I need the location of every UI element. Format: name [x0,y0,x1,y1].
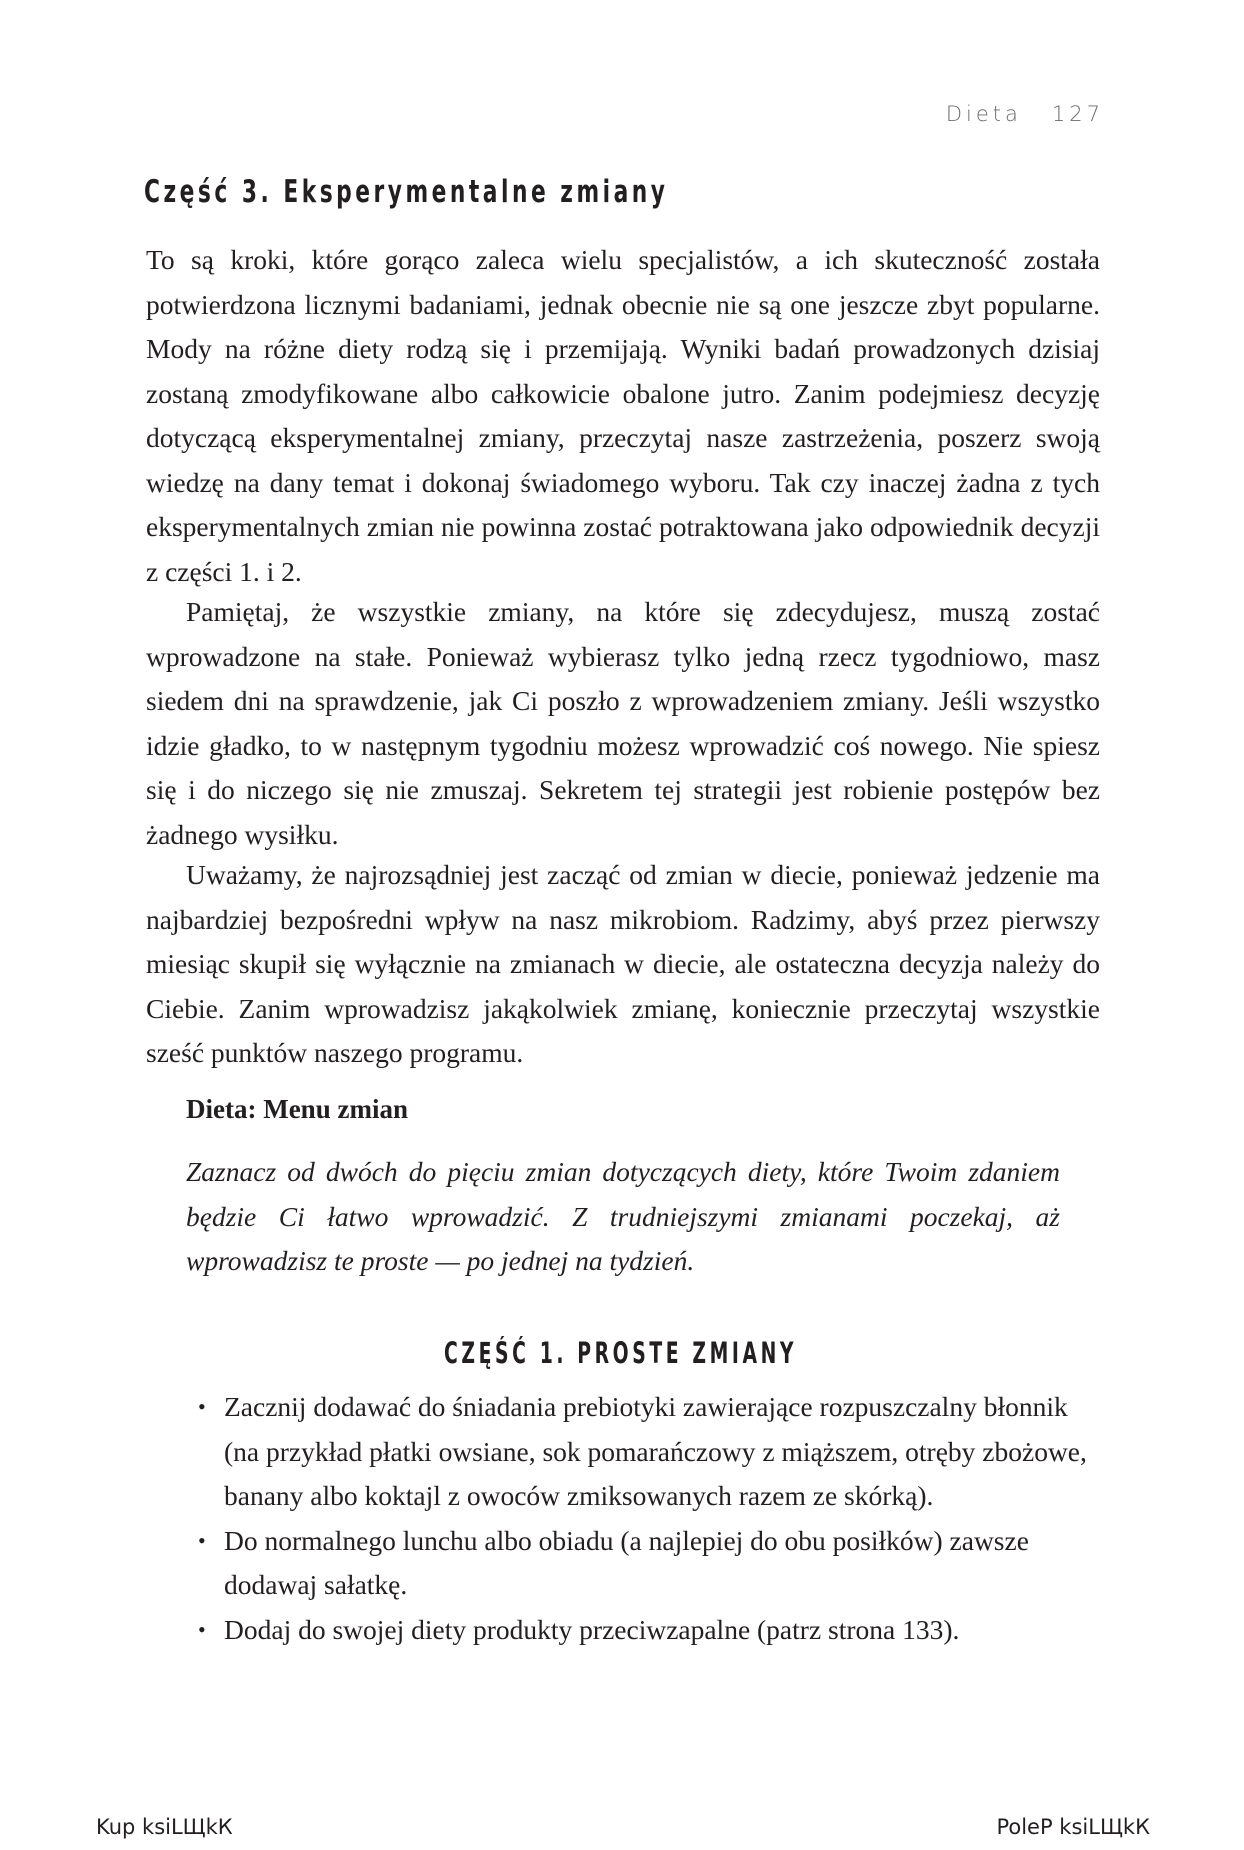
bullet-icon: • [198,1616,206,1642]
running-header-chapter: Dieta [945,102,1022,126]
list-item-text: Dodaj do swojej diety produkty przeciwzapalne (patrz strona 133). [224,1613,960,1645]
list-item-text: Do normalnego lunchu albo obiadu (a najlepiej do obu posiłków) zawsze dodawaj sałatkę. [224,1524,1029,1600]
list-item [198,1608,1098,1653]
footer-recommend-link[interactable]: PoleР ksiLЩkК [996,1815,1150,1839]
page-number: 127 [1051,102,1104,126]
bullet-list [198,1385,1098,1652]
list-item [198,1385,1098,1519]
subsection-title: CZĘŚĆ 1. PROSTE ZMIANY [444,1336,798,1370]
list-item [198,1519,1098,1608]
body-paragraph-2: Pamiętaj, że wszystkie zmiany, na które się zdecydujesz, muszą zostać wprowadzone na stałe. Ponieważ wybierasz tylko jedną rzecz tygodniowo, masz siedem dni na sprawdzenie, jak Ci poszło z wprowadzeniem zmiany. Jeśli wszystko idzie gładko, to w następnym tygodniu możesz wprowadzić coś nowego. Nie spiesz się i do niczego się nie zmuszaj. Sekretem tej strategii jest robienie postępów bez żadnego wysiłku. [146,596,1100,850]
bullet-icon: • [198,1394,206,1419]
footer-buy-link[interactable]: Kup ksiLЩkК [96,1815,233,1839]
menu-intro: Zaznacz od dwóch do pięciu zmian dotyczących diety, które Twoim zdaniem będzie Ci łatwo wprowadzić. Z trudniejszymi zmianami poczekaj, aż wprowadzisz te proste — po jednej na tydzień. [186,1156,1060,1276]
section-title: Część 3. Eksperymentalne zmiany [144,174,669,210]
running-header [946,102,1104,126]
bullet-icon: • [198,1527,206,1553]
body-paragraph-3: Uważamy, że najrozsądniej jest zacząć od zmian w diecie, ponieważ jedzenie ma najbardziej bezpośredni wpływ na nasz mikrobiom. Radzimy, abyś przez pierwszy miesiąc skupił się wyłącznie na zmianach w diecie, ale ostateczna decyzja należy do Ciebie. Zanim wprowadzisz jakąkolwiek zmianę, koniecznie przeczytaj wszystkie sześć punktów naszego programu. [146,859,1100,1068]
body-paragraph-1: To są kroki, które gorąco zaleca wielu specjalistów, a ich skuteczność została potwierdzona licznymi badaniami, jednak obecnie nie są one jeszcze zbyt popularne. Mody na różne diety rodzą się i przemijają. Wyniki badań prowadzonych dzisiaj zostaną zmodyfikowane albo całkowicie obalone jutro. Zanim podejmiesz decyzję dotyczącą eksperymentalnej zmiany, przeczytaj nasze zastrzeżenia, poszerz swoją wiedzę na dany temat i dokonaj świadomego wyboru. Tak czy inaczej żadna z tych eksperymentalnych zmian nie powinna zostać potraktowana jako odpowiednik decyzji z części 1. i 2. [146,244,1100,587]
menu-heading: Dieta: Menu zmian [186,1094,408,1124]
list-item-text: Zacznij dodawać do śniadania prebiotyki zawierające rozpuszczalny błonnik (na przykład płatki owsiane, sok pomarańczowy z miąższem, otręby zbożowe, banany albo koktajl z owoców zmiksowanych razem ze skórką). [224,1391,1087,1511]
